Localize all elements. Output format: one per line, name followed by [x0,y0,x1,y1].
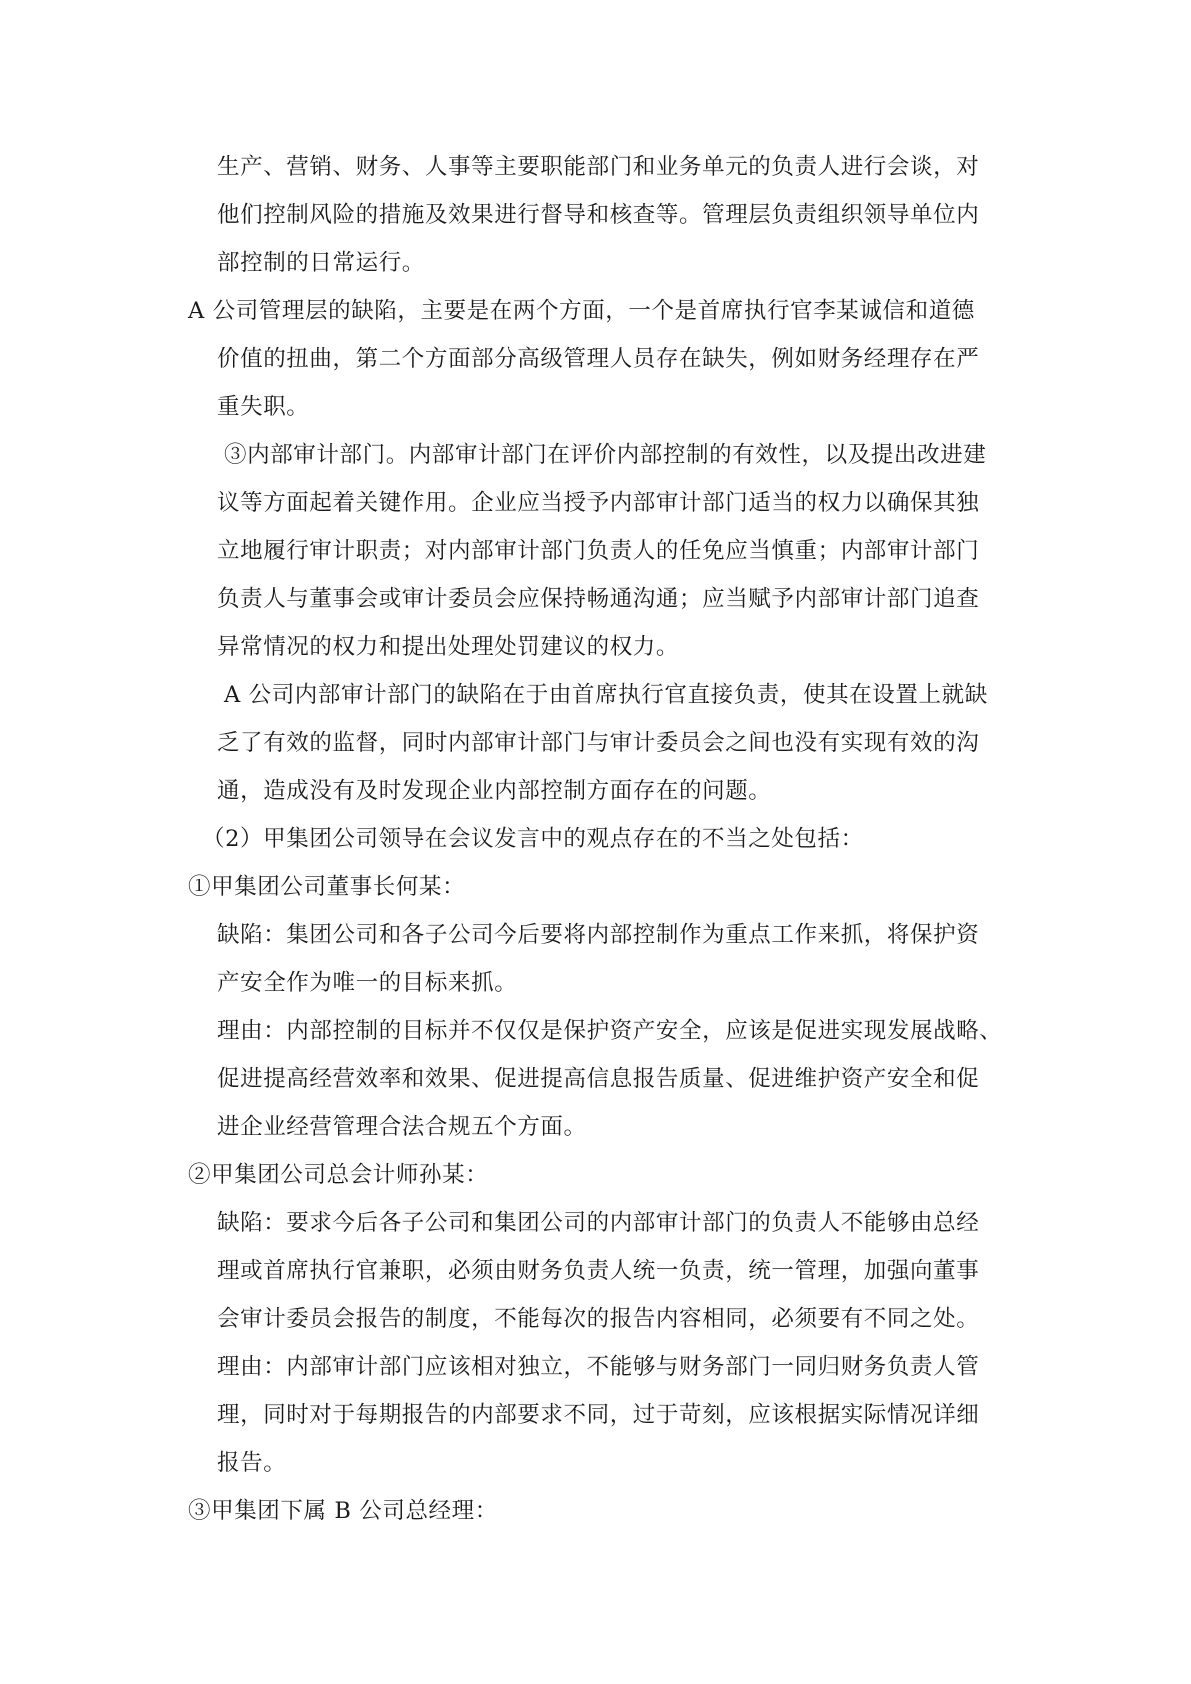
paragraph-line: ③内部审计部门。内部审计部门在评价内部控制的有效性，以及提出改进建 [224,442,987,468]
paragraph-line: 乏了有效的监督，同时内部审计部门与审计委员会之间也没有实现有效的沟 [217,730,980,756]
paragraph-line: 会审计委员会报告的制度，不能每次的报告内容相同，必须要有不同之处。 [217,1306,980,1332]
paragraph-line: 理由：内部控制的目标并不仅仅是保护资产安全，应该是促进实现发展战略、 [217,1018,1003,1044]
paragraph-line: 理或首席执行官兼职，必须由财务负责人统一负责，统一管理，加强向董事 [217,1258,980,1284]
paragraph-line: 促进提高经营效率和效果、促进提高信息报告质量、促进维护资产安全和促 [217,1066,980,1092]
paragraph-line: 他们控制风险的措施及效果进行督导和核查等。管理层负责组织领导单位内 [217,202,980,228]
paragraph-line: 重失职。 [217,394,310,420]
paragraph-line: 负责人与董事会或审计委员会应保持畅通沟通；应当赋予内部审计部门追查 [217,586,980,612]
paragraph-line: 缺陷：集团公司和各子公司今后要将内部控制作为重点工作来抓，将保护资 [217,922,980,948]
paragraph-line: 生产、营销、财务、人事等主要职能部门和业务单元的负责人进行会谈，对 [217,154,980,180]
paragraph-line: 报告。 [217,1450,287,1476]
paragraph-line: A 公司内部审计部门的缺陷在于由首席执行官直接负责，使其在设置上就缺 [224,682,988,708]
paragraph-line: 异常情况的权力和提出处理处罚建议的权力。 [217,634,680,660]
paragraph-line: 议等方面起着关键作用。企业应当授予内部审计部门适当的权力以确保其独 [217,490,980,516]
paragraph-line: 部控制的日常运行。 [217,250,425,276]
paragraph-line: 进企业经营管理合法合规五个方面。 [217,1114,587,1140]
section-heading: （2）甲集团公司领导在会议发言中的观点存在的不当之处包括： [202,826,864,852]
paragraph-line: 缺陷：要求今后各子公司和集团公司的内部审计部门的负责人不能够由总经 [217,1210,980,1236]
paragraph-line: 理由：内部审计部门应该相对独立，不能够与财务部门一同归财务负责人管 [217,1354,980,1380]
paragraph-line: A 公司管理层的缺陷，主要是在两个方面，一个是首席执行官李某诚信和道德 [188,298,975,324]
paragraph-line: 产安全作为唯一的目标来抓。 [217,970,518,996]
paragraph-line: 价值的扭曲，第二个方面部分高级管理人员存在缺失，例如财务经理存在严 [217,346,980,372]
subsection-heading: ①甲集团公司董事长何某： [188,874,466,900]
subsection-heading: ②甲集团公司总会计师孙某： [188,1162,489,1188]
subsection-heading: ③甲集团下属 B 公司总经理： [188,1498,498,1524]
paragraph-line: 立地履行审计职责；对内部审计部门负责人的任免应当慎重；内部审计部门 [217,538,980,564]
paragraph-line: 理，同时对于每期报告的内部要求不同，过于苛刻，应该根据实际情况详细 [217,1402,980,1428]
paragraph-line: 通，造成没有及时发现企业内部控制方面存在的问题。 [217,778,772,804]
